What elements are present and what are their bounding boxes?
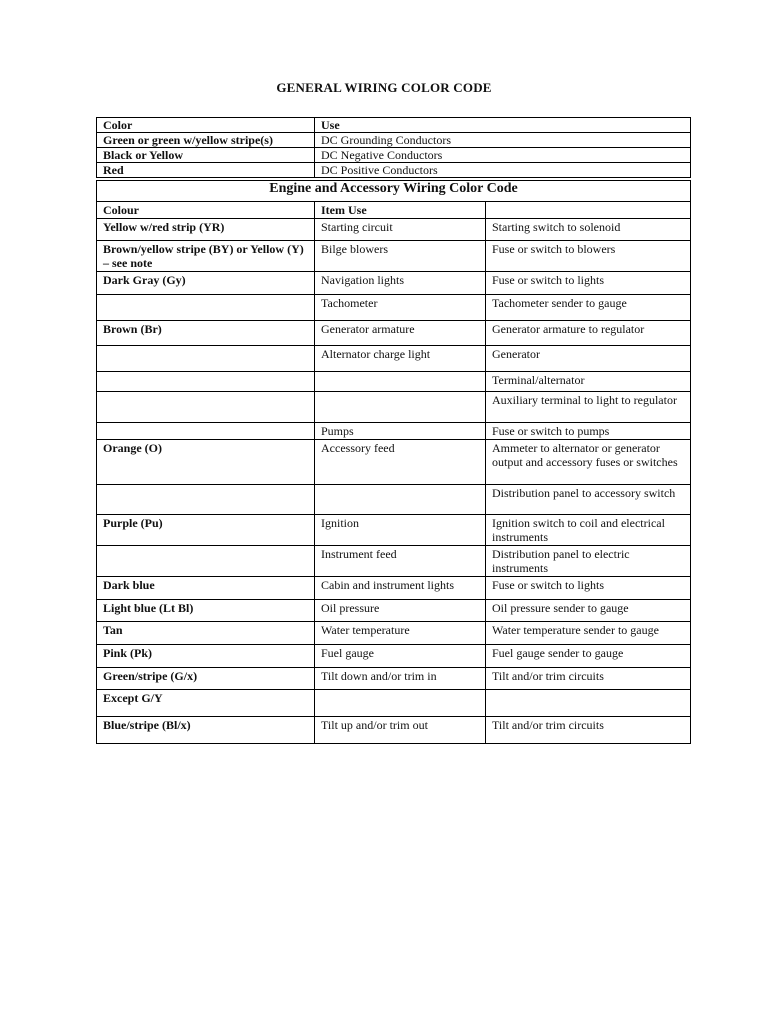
item-use-cell: Oil pressure: [315, 600, 486, 622]
description-cell: [486, 690, 691, 717]
table-row: [97, 133, 691, 148]
description-cell: Distribution panel to electric instruments: [486, 546, 691, 577]
description-cell: Auxiliary terminal to light to regulator: [486, 392, 691, 423]
table-row: [97, 645, 691, 668]
colour-cell: Light blue (Lt Bl): [97, 600, 315, 622]
table-row: [97, 577, 691, 600]
table-row: [97, 346, 691, 372]
item-use-cell: Tilt down and/or trim in: [315, 668, 486, 690]
description-cell: Ammeter to alternator or generator output and accessory fuses or switches: [486, 440, 691, 485]
table-row: [97, 372, 691, 392]
section-title: Engine and Accessory Wiring Color Code: [97, 181, 691, 202]
item-use-cell: Starting circuit: [315, 219, 486, 241]
table-row: [97, 219, 691, 241]
item-use-cell: Instrument feed: [315, 546, 486, 577]
table-row: [97, 440, 691, 485]
table-row: [97, 690, 691, 717]
colour-cell: [97, 295, 315, 321]
description-cell: Generator armature to regulator: [486, 321, 691, 346]
description-cell: Tachometer sender to gauge: [486, 295, 691, 321]
table-row: [97, 392, 691, 423]
table-row: [97, 295, 691, 321]
colour-cell: Pink (Pk): [97, 645, 315, 668]
table-row: [97, 423, 691, 440]
header-use: Use: [315, 118, 691, 133]
header-blank: [486, 202, 691, 219]
description-cell: Fuse or switch to lights: [486, 577, 691, 600]
description-cell: Tilt and/or trim circuits: [486, 717, 691, 744]
item-use-cell: Tachometer: [315, 295, 486, 321]
color-cell: Red: [97, 163, 315, 178]
item-use-cell: [315, 392, 486, 423]
item-use-cell: Fuel gauge: [315, 645, 486, 668]
header-item-use: Item Use: [315, 202, 486, 219]
colour-cell: Except G/Y: [97, 690, 315, 717]
table-row: [97, 717, 691, 744]
color-cell: Green or green w/yellow stripe(s): [97, 133, 315, 148]
table-row: [97, 668, 691, 690]
colour-cell: [97, 372, 315, 392]
table-row: [97, 321, 691, 346]
page-title: GENERAL WIRING COLOR CODE: [276, 80, 492, 95]
table-header-row: [97, 118, 691, 133]
colour-cell: Orange (O): [97, 440, 315, 485]
description-cell: Starting switch to solenoid: [486, 219, 691, 241]
description-cell: Fuse or switch to pumps: [486, 423, 691, 440]
item-use-cell: [315, 485, 486, 515]
colour-cell: Dark blue: [97, 577, 315, 600]
table-row: [97, 148, 691, 163]
description-cell: Water temperature sender to gauge: [486, 622, 691, 645]
colour-cell: Brown (Br): [97, 321, 315, 346]
item-use-cell: Ignition: [315, 515, 486, 546]
item-use-cell: Generator armature: [315, 321, 486, 346]
description-cell: Oil pressure sender to gauge: [486, 600, 691, 622]
table-row: [97, 600, 691, 622]
section-title-row: [97, 181, 691, 202]
colour-cell: Green/stripe (G/x): [97, 668, 315, 690]
description-cell: Ignition switch to coil and electrical instruments: [486, 515, 691, 546]
description-cell: Distribution panel to accessory switch: [486, 485, 691, 515]
colour-cell: Tan: [97, 622, 315, 645]
general-color-table: [96, 117, 691, 178]
item-use-cell: Accessory feed: [315, 440, 486, 485]
table-row: [97, 622, 691, 645]
table-row: [97, 485, 691, 515]
item-use-cell: Tilt up and/or trim out: [315, 717, 486, 744]
item-use-cell: Navigation lights: [315, 272, 486, 295]
engine-color-table: [96, 180, 691, 744]
table-row: [97, 163, 691, 178]
description-cell: Generator: [486, 346, 691, 372]
item-use-cell: Bilge blowers: [315, 241, 486, 272]
use-cell: DC Negative Conductors: [315, 148, 691, 163]
colour-cell: Purple (Pu): [97, 515, 315, 546]
item-use-cell: [315, 690, 486, 717]
item-use-cell: Alternator charge light: [315, 346, 486, 372]
table-row: [97, 272, 691, 295]
colour-cell: [97, 423, 315, 440]
item-use-cell: Cabin and instrument lights: [315, 577, 486, 600]
table-header-row: [97, 202, 691, 219]
description-cell: Fuse or switch to lights: [486, 272, 691, 295]
colour-cell: Yellow w/red strip (YR): [97, 219, 315, 241]
colour-cell: [97, 392, 315, 423]
table-row: [97, 515, 691, 546]
colour-cell: Dark Gray (Gy): [97, 272, 315, 295]
item-use-cell: [315, 372, 486, 392]
table-row: [97, 546, 691, 577]
use-cell: DC Positive Conductors: [315, 163, 691, 178]
item-use-cell: Water temperature: [315, 622, 486, 645]
table-row: [97, 241, 691, 272]
description-cell: Terminal/alternator: [486, 372, 691, 392]
description-cell: Fuel gauge sender to gauge: [486, 645, 691, 668]
colour-cell: [97, 346, 315, 372]
colour-cell: Blue/stripe (Bl/x): [97, 717, 315, 744]
header-color: Color: [97, 118, 315, 133]
description-cell: Fuse or switch to blowers: [486, 241, 691, 272]
colour-cell: [97, 546, 315, 577]
description-cell: Tilt and/or trim circuits: [486, 668, 691, 690]
use-cell: DC Grounding Conductors: [315, 133, 691, 148]
colour-cell: Brown/yellow stripe (BY) or Yellow (Y) – see note: [97, 241, 315, 272]
color-cell: Black or Yellow: [97, 148, 315, 163]
header-colour: Colour: [97, 202, 315, 219]
colour-cell: [97, 485, 315, 515]
item-use-cell: Pumps: [315, 423, 486, 440]
